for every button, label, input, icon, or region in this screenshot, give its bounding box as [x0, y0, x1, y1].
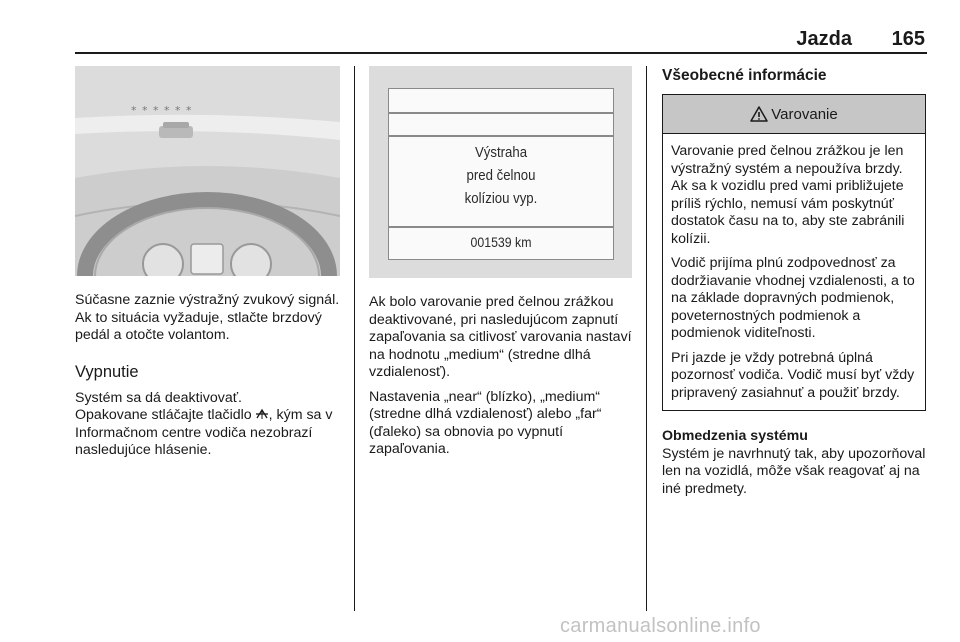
svg-text:* * * * * *: * * * * * * [131, 104, 193, 117]
warning-header [663, 95, 925, 134]
dashboard-illustration [75, 66, 340, 276]
paragraph: Súčasne zaznie výstražný zvukový signál. Ak to situácia vyžaduje, stlačte brzdový pedál a otočte volantom. [75, 292, 340, 343]
warning-paragraph: Pri jazde je vždy potrebná úplná pozornosť vodiča. Vodič musí byť vždy pripravený zasiahnuť a použiť brzdy. [671, 349, 915, 401]
paragraph-text: , kým sa v Informačnom centre vodiča nezobrazí nasledujúce hlásenie. [75, 407, 333, 458]
distance-button-icon [256, 408, 269, 420]
warning-label: Varovanie [771, 105, 838, 123]
windshield-steering-wheel-image [75, 66, 340, 276]
section-heading: Všeobecné informácie [662, 67, 827, 84]
display-message [402, 141, 599, 210]
paragraph: Nastavenia „near“ (blízko), „medium“ (stredne dlhá vzdialenosť) alebo „far“ (ďaleko) sa obnovia po vypnutí zapaľovania. [369, 388, 602, 457]
paragraph: Systém je navrhnutý tak, aby upozorňoval len na vozidlá, môže však reagovať aj na iné predmety. [662, 445, 926, 497]
display-divider [389, 226, 613, 228]
subheading-limits: Obmedzenia systému [662, 428, 808, 444]
paragraph-text: Opakovane stláčajte tlačidlo [75, 407, 252, 423]
column-left [75, 66, 340, 460]
warning-paragraph: Varovanie pred čelnou zrážkou je len výstražný systém a nepoužíva brzdy. Ak sa k vozidlu pred vami približujete príliš rýchlo, nemusí vám poskytnúť dostatok času na to, aby ste zabránili kolízii. [671, 143, 905, 247]
display-message-line: Výstraha [474, 144, 528, 161]
column-divider [646, 66, 647, 611]
display-illustration [369, 66, 632, 278]
paragraph [75, 390, 340, 460]
driver-info-display [388, 88, 614, 260]
warning-paragraph: Vodič prijíma plnú zodpovednosť za dodržiavanie vhodnej vzdialenosti, a to na základe dopravných podmienok, poveternostných podmienok a podmienok viditeľnosti. [671, 255, 915, 341]
column-middle [369, 66, 632, 459]
watermark: carmanualsonline.info [560, 615, 761, 637]
column-right [662, 66, 927, 498]
heading-vypnutie: Vypnutie [75, 362, 139, 381]
display-message-line: pred čelnou [466, 167, 536, 184]
display-divider [389, 135, 613, 137]
page-number: 165 [891, 28, 925, 50]
paragraph-line: Systém sa dá deaktivovať. [75, 389, 242, 406]
column-divider [354, 66, 355, 611]
section-title: Jazda [796, 28, 852, 50]
page-header [75, 26, 927, 54]
display-message-line: kolíziou vyp. [464, 190, 538, 207]
odometer-readout: 001539 km [470, 234, 532, 250]
paragraph: Ak bolo varovanie pred čelnou zrážkou deaktivované, pri nasledujúcom zapnutí zapaľovania sa citlivosť varovania nastaví na hodnotu „medium“ (stredne dlhá vzdialenosť). [369, 294, 632, 380]
warning-box [662, 94, 926, 411]
display-divider [389, 112, 613, 114]
warning-triangle-icon [750, 106, 768, 122]
warning-body [663, 134, 925, 410]
